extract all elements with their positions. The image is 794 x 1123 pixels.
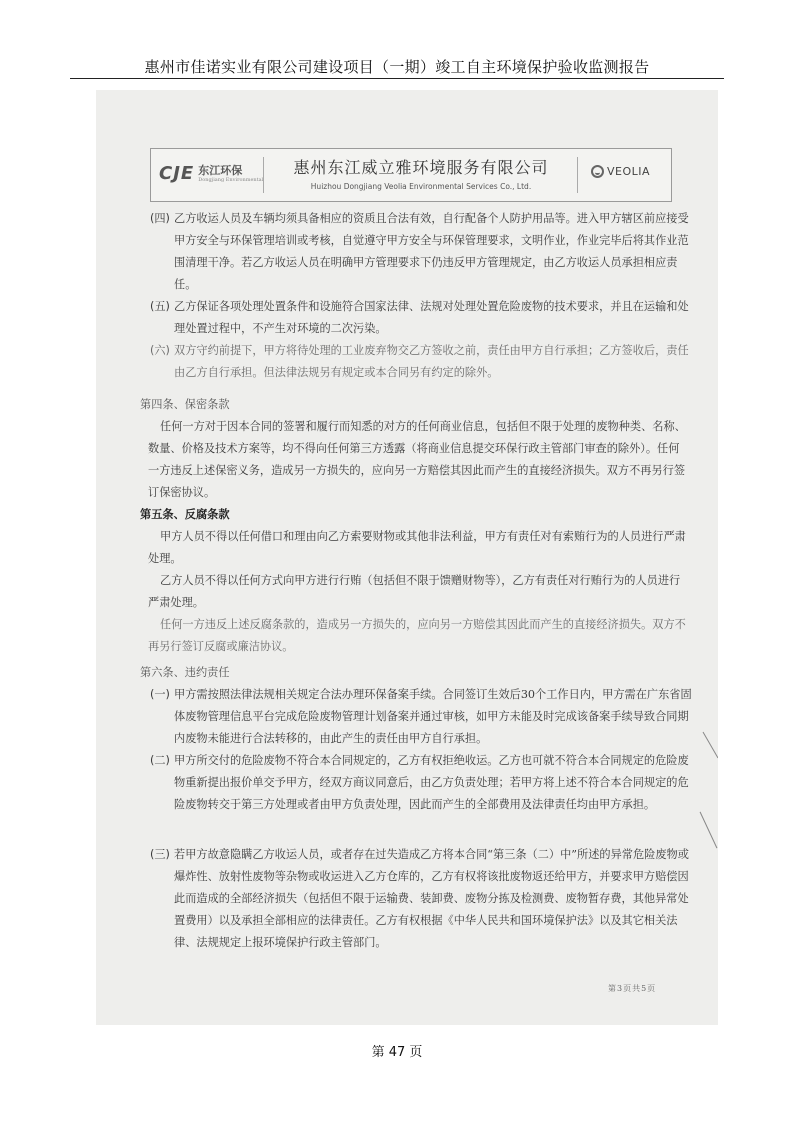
scan-edge-mark (700, 812, 718, 849)
cje-logo-subtext: Dongjiang Environmental (198, 176, 264, 183)
clause-item (150, 208, 694, 296)
section-title: 第四条、保密条款 (140, 398, 230, 411)
scan-page-counter: 第3页共5页 (608, 984, 657, 993)
page-number: 第 47 页 (371, 1045, 423, 1060)
veolia-logo-text: VEOLIA (607, 165, 651, 178)
section-paragraph: 甲方人员不得以任何借口和理由向乙方索要财物或其他非法利益，甲方有责任对有索贿行为的人员进行严肃处理。 (148, 530, 686, 565)
clause-item (150, 684, 694, 750)
clause-item (150, 296, 694, 340)
clause-number: (四) (150, 212, 170, 225)
clause-number: (二) (150, 754, 170, 767)
header-divider (70, 78, 724, 79)
clause-text: 双方守约前提下，甲方将待处理的工业废弃物交乙方签收之前，责任由甲方自行承担；乙方签收后，责任由乙方自行承担。但法律法规另有规定或本合同另有约定的除外。 (174, 344, 689, 379)
section-title: 第六条、违约责任 (140, 666, 230, 679)
company-name-en: Huizhou Dongjiang Veolia Environmental Services Co., Ltd. (310, 182, 532, 191)
clause-item (150, 750, 694, 816)
clause-text: 甲方所交付的危险废物不符合本合同规定的，乙方有权拒绝收运。乙方也可就不符合本合同规定的危险废物重新提出报价单交予甲方，经双方商议同意后，由乙方负责处理；若甲方将上述不符合本合同规定的危险废物转交于第三方处理或者由甲方负责处理，因此而产生的全部费用及法律责任均由甲方承担。 (174, 754, 689, 811)
letterhead (150, 148, 672, 202)
section-paragraph: 任何一方对于因本合同的签署和履行而知悉的对方的任何商业信息，包括但不限于处理的废物种类、名称、数量、价格及技术方案等，均不得向任何第三方透露（将商业信息提交环保行政主管部门审查的除外）。任何一方违反上述保密义务，造成另一方损失的，应向另一方赔偿其因此而产生的直接经济损失。双方不再另行签订保密协议。 (148, 420, 686, 499)
clause-item (150, 340, 694, 384)
clause-number: (一) (150, 688, 170, 701)
veolia-icon (591, 165, 604, 178)
page-header-title: 惠州市佳诺实业有限公司建设项目（一期）竣工自主环境保护验收监测报告 (144, 58, 650, 76)
clause-item (150, 844, 694, 954)
scan-edge-mark (703, 732, 718, 758)
letterhead-divider (263, 157, 264, 193)
scanned-contract-page (96, 90, 718, 1025)
cje-logo-text: 东江环保 (198, 163, 243, 177)
clause-text: 甲方需按照法律法规相关规定合法办理环保备案手续。合同签订生效后30个工作日内，甲方需在广东省固体废物管理信息平台完成危险废物管理计划备案并通过审核，如甲方未能及时完成该备案手续导致合同期内废物未能进行合法转移的，由此产生的责任由甲方自行承担。 (174, 688, 692, 745)
section-title: 第五条、反腐条款 (140, 508, 230, 521)
company-name-cn: 惠州东江威立雅环境服务有限公司 (293, 158, 549, 177)
section-paragraph: 乙方人员不得以任何方式向甲方进行行贿（包括但不限于馈赠财物等），乙方有责任对行贿行为的人员进行严肃处理。 (148, 574, 681, 609)
letterhead-divider (577, 157, 578, 193)
clause-text: 乙方收运人员及车辆均须具备相应的资质且合法有效，自行配备个人防护用品等。进入甲方辖区前应接受甲方安全与环保管理培训或考核，自觉遵守甲方安全与环保管理要求，文明作业，作业完毕后将其作业范围清理干净。若乙方收运人员在明确甲方管理要求下仍违反甲方管理规定，由乙方收运人员承担相应责任。 (174, 212, 689, 291)
clause-text: 若甲方故意隐瞒乙方收运人员，或者存在过失造成乙方将本合同“第三条（二）中”所述的异常危险废物或爆炸性、放射性废物等杂物或收运进入乙方仓库的，乙方有权将该批废物返还给甲方，并要求甲方赔偿因此而造成的全部经济损失（包括但不限于运输费、装卸费、废物分拣及检测费、废物暂存费，其他异常处置费用）以及承担全部相应的法律责任。乙方有权根据《中华人民共和国环境保护法》以及其它相关法律、法规规定上报环境保护行政主管部门。 (174, 848, 689, 949)
dongjiang-logo (159, 163, 263, 184)
clause-number: (五) (150, 300, 170, 313)
section-paragraph: 任何一方违反上述反腐条款的，造成另一方损失的，应向另一方赔偿其因此而产生的直接经济损失。双方不再另行签订反腐或廉洁协议。 (148, 618, 686, 653)
clause-number: (三) (150, 848, 170, 861)
clause-text: 乙方保证各项处理处置条件和设施符合国家法律、法规对处理处置危险废物的技术要求，并且在运输和处理处置过程中，不产生对环境的二次污染。 (174, 300, 689, 335)
cje-logo-mark: CJE (159, 163, 195, 184)
clause-number: (六) (150, 344, 170, 357)
veolia-logo (591, 165, 650, 178)
